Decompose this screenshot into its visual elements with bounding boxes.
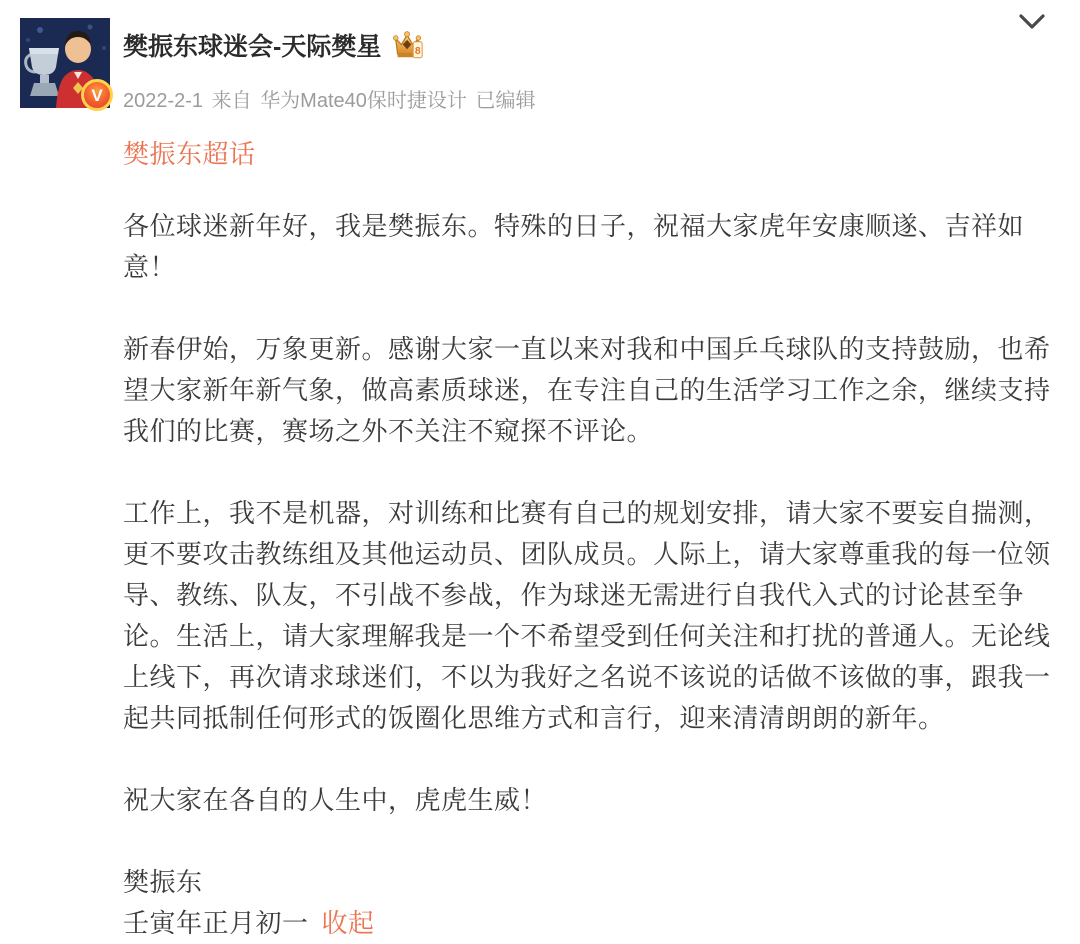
fan-club-crown-badge-icon	[391, 30, 425, 61]
paragraph-1: 各位球迷新年好，我是樊振东。特殊的日子，祝福大家虎年安康顺遂、吉祥如意！	[123, 211, 1025, 282]
device-source[interactable]: 华为Mate40保时捷设计	[260, 90, 467, 112]
author-name[interactable]: 樊振东球迷会-天际樊星	[123, 33, 382, 61]
chevron-down-icon[interactable]	[1017, 12, 1047, 32]
signature-name: 樊振东	[123, 867, 203, 897]
author-line	[123, 18, 1063, 63]
post-content	[123, 134, 1063, 944]
paragraph-4: 祝大家在各自的人生中，虎虎生威！	[123, 785, 548, 815]
signature-paragraph	[123, 862, 1063, 944]
verified-badge-letter: V	[91, 85, 103, 105]
fan-badge-level: 8	[415, 45, 421, 57]
paragraph-3: 工作上，我不是机器，对训练和比赛有自己的规划安排，请大家不要妄自揣测，更不要攻击教练组及其他运动员、团队成员。人际上，请大家尊重我的每一位领导、教练、队友，不引战不参战，作为球迷无需进行自我代入式的讨论甚至争论。生活上，请大家理解我是一个不希望受到任何关注和打扰的普通人。无论线上线下，再次请求球迷们，不以为我好之名说不该说的话做不该做的事，跟我一起共同抵制任何形式的饭圈化思维方式和言行，迎来清清朗朗的新年。	[123, 498, 1051, 733]
supertopic-link[interactable]: 樊振东超话	[123, 139, 256, 169]
edited-label[interactable]: 已编辑	[475, 90, 536, 112]
paragraph-2: 新春伊始，万象更新。感谢大家一直以来对我和中国乒乓球队的支持鼓励，也希望大家新年新气象，做高素质球迷，在专注自己的生活学习工作之余，继续支持我们的比赛，赛场之外不关注不窥探不评论。	[123, 334, 1051, 446]
post-meta	[123, 84, 1063, 113]
avatar[interactable]	[20, 18, 110, 108]
signature-date: 壬寅年正月初一	[123, 908, 309, 938]
post-date: 2022-2-1	[123, 90, 204, 112]
from-label: 来自	[211, 90, 252, 112]
post-header	[123, 18, 1063, 113]
collapse-link[interactable]: 收起	[321, 908, 375, 938]
verified-badge	[81, 79, 113, 111]
